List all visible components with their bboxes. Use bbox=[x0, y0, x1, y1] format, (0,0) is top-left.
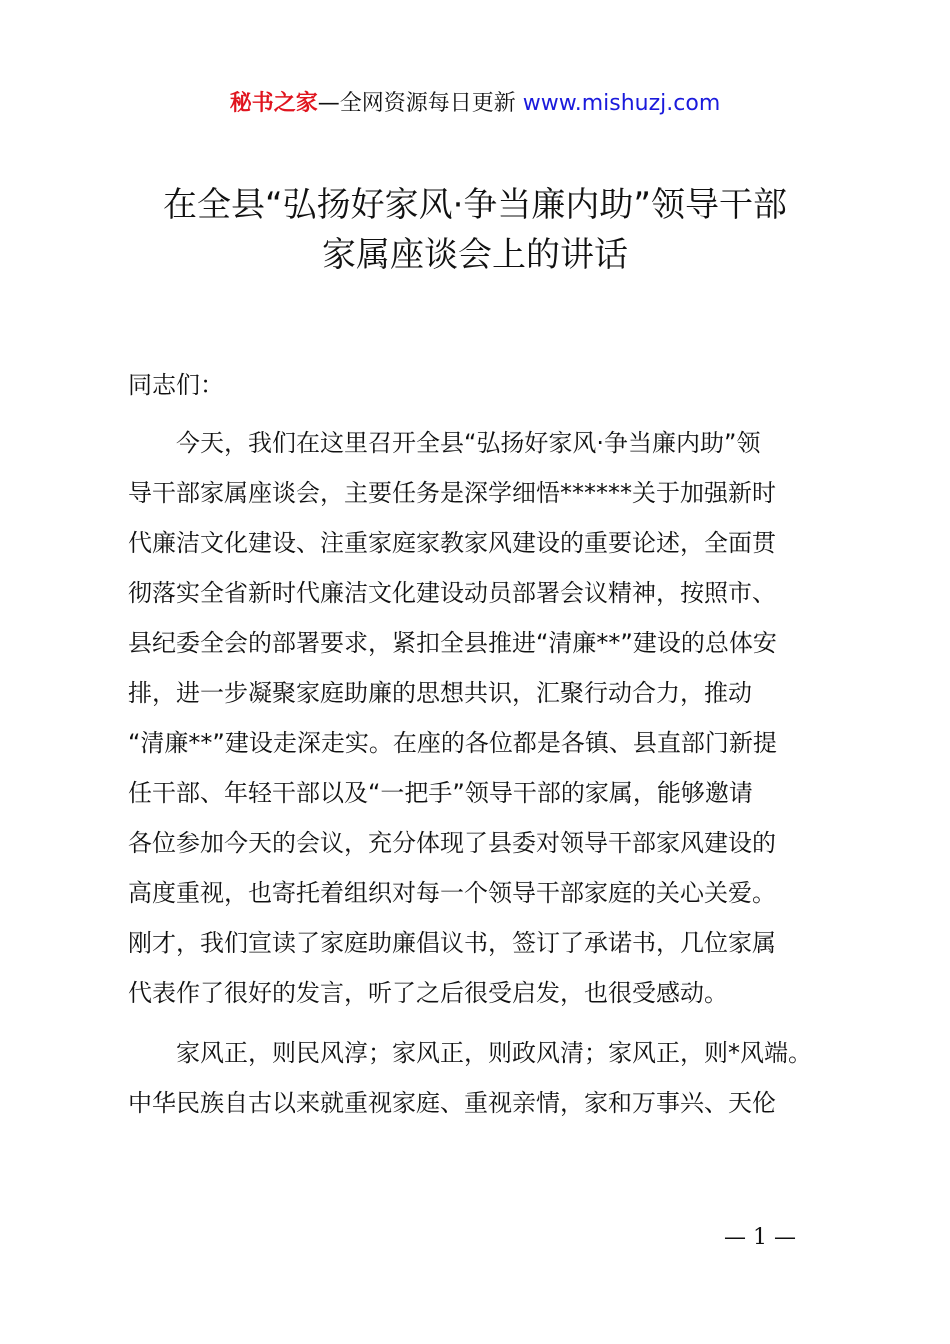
paragraph-line: 县纪委全会的部署要求，紧扣全县推进“清廉**”建设的总体安 bbox=[128, 629, 777, 657]
paragraph-line: 代表作了很好的发言，听了之后很受启发，也很受感动。 bbox=[128, 979, 728, 1007]
paragraph-line: 代廉洁文化建设、注重家庭家教家风建设的重要论述，全面贯 bbox=[128, 529, 776, 557]
site-header bbox=[0, 88, 950, 120]
header-tagline: —全网资源每日更新 bbox=[317, 91, 523, 116]
paragraph-line: 刚才，我们宣读了家庭助廉倡议书，签订了承诺书，几位家属 bbox=[128, 929, 776, 957]
page-number: — 1 — bbox=[724, 1225, 796, 1250]
paragraph-2 bbox=[128, 1028, 838, 1128]
paragraph-line: 任干部、年轻干部以及“一把手”领导干部的家属，能够邀请 bbox=[128, 779, 753, 807]
title-line-1: 在全县“弘扬好家风·争当廉内助”领导干部 bbox=[162, 185, 788, 225]
title-line-2: 家属座谈会上的讲话 bbox=[322, 235, 628, 275]
salutation: 同志们： bbox=[128, 371, 224, 399]
brand-name: 秘书之家 bbox=[229, 91, 318, 116]
site-url-link[interactable]: www.mishuzj.com bbox=[522, 91, 721, 116]
paragraph-line: 高度重视，也寄托着组织对每一个领导干部家庭的关心关爱。 bbox=[128, 879, 776, 907]
paragraph-line: 排，进一步凝聚家庭助廉的思想共识，汇聚行动合力，推动 bbox=[128, 679, 752, 707]
paragraph-line: 今天，我们在这里召开全县“弘扬好家风·争当廉内助”领 bbox=[176, 429, 761, 457]
paragraph-line: 各位参加今天的会议，充分体现了县委对领导干部家风建设的 bbox=[128, 829, 776, 857]
paragraph-line: 导干部家属座谈会，主要任务是深学细悟******关于加强新时 bbox=[128, 479, 776, 507]
paragraph-line: 彻落实全省新时代廉洁文化建设动员部署会议精神，按照市、 bbox=[128, 579, 776, 607]
paragraph-1 bbox=[128, 418, 838, 1018]
paragraph-line: “清廉**”建设走深走实。在座的各位都是各镇、县直部门新提 bbox=[128, 729, 777, 757]
paragraph-line: 中华民族自古以来就重视家庭、重视亲情，家和万事兴、天伦 bbox=[128, 1089, 776, 1117]
document-title bbox=[80, 180, 870, 280]
paragraph-line: 家风正，则民风淳；家风正，则政风清；家风正，则*风端。 bbox=[176, 1039, 812, 1067]
